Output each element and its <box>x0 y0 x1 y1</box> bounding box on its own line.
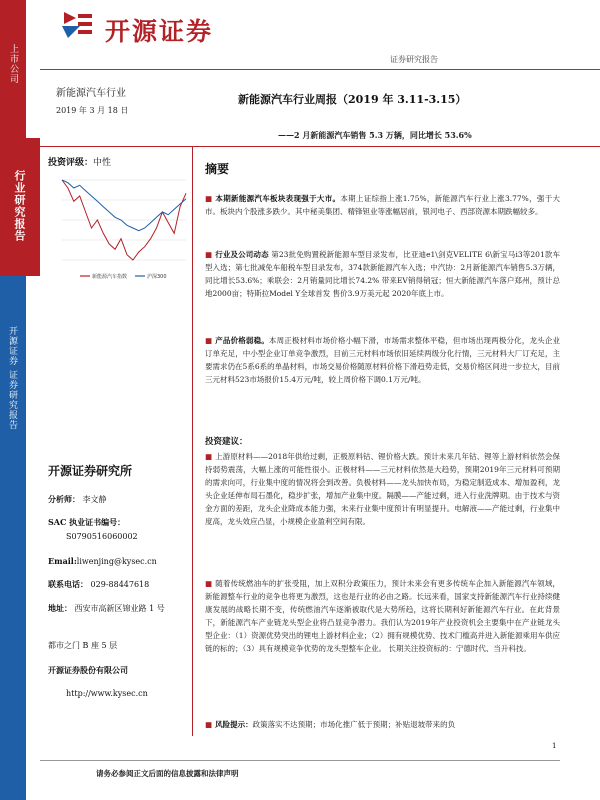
bullet-icon: ■ <box>205 336 213 345</box>
report-date: 2019 年 3 月 18 日 <box>56 106 129 115</box>
brand-name: 开源证券 <box>105 17 214 46</box>
sac-number: S0790516060002 <box>66 532 138 541</box>
sac-line <box>48 516 188 529</box>
abstract-title: 摘要 <box>205 162 230 176</box>
advice-title: 投资建议： <box>205 437 248 447</box>
p2-heading: 行业及公司动态 <box>215 250 269 259</box>
phone-value: 029-88447618 <box>90 580 150 589</box>
legend-label: 新能源汽车指数 <box>92 274 128 280</box>
page-number: 1 <box>552 742 557 750</box>
phone-line <box>48 578 188 591</box>
investment-rating <box>48 155 111 168</box>
side-label-top: 上市公司 <box>8 44 18 84</box>
bullet-icon: ■ <box>205 720 213 729</box>
address-value: 西安市高新区锦业路 1 号 <box>74 604 165 613</box>
sac-label: SAC 执业证书编号： <box>48 517 126 527</box>
summary-paragraph-3 <box>205 334 560 386</box>
bullet-icon: ■ <box>205 579 213 588</box>
analyst-name: 李文静 <box>82 495 107 504</box>
advice-paragraph-1 <box>205 450 560 528</box>
bullet-icon: ■ <box>205 452 213 461</box>
column-divider <box>192 146 193 736</box>
analyst-label: 分析师： <box>48 494 80 504</box>
header-divider <box>40 69 600 70</box>
rating-value: 中性 <box>93 158 112 168</box>
index-line-chart <box>40 170 190 285</box>
advice-1-body: 上游原材料——2018年供给过剩，正极原料钴、锂价格大跌。预计未来几年钴、锂等上游材料依然会保持弱势震荡，大幅上涨的可能性很小。正极材料——三元材料依然是大趋势，预期2019年三元材料可预期的需求向可，行业集中度的情况将会到改善。负极材料——龙头加快布局，为稳定制造成本、增加盈利，龙头企业延伸布局石墨化，稳步扩张，增加产业集中度。隔膜——产能过剩，进入行业洗牌期。由于技术与资金方面的差距，龙头企业降成本能力强，未来行业集中度预计有明显提升。电解液——产能过剩，行业集中度高，龙头效应凸显，小规模企业盈利空间有限。 <box>205 452 560 526</box>
title-divider <box>40 146 600 147</box>
risk-body: 政策落实不达预期；市场化推广低于预期；补贴退坡带来的负 <box>252 720 456 729</box>
address-line <box>48 602 188 615</box>
company-website[interactable]: http://www.kysec.cn <box>66 689 148 698</box>
p3-heading: 产品价格弱稳。 <box>215 336 269 345</box>
side-label-bottom: 开源证券 证券研究报告 <box>7 326 17 430</box>
industry-name: 新能源汽车行业 <box>56 88 126 99</box>
brand-logo-icon <box>58 10 98 40</box>
p3-body: 本周正极材料市场价格小幅下滑，市场需求整体平稳，但市场出现两极分化，龙头企业订单充足，中小型企业订单竞争激烈，目前三元材料市场依旧延续两级分化行情，三元材料大厂订充足，主要需求仍在5系6系的单晶材料，市场交易价格随原材料价格下滑趋势走低，交易价格区间进一步拉大，目前三元材料523市场报价15.4万元/吨，较上周价格下调0.1万元/吨。 <box>205 336 561 384</box>
company-name: 开源证券股份有限公司 <box>48 665 128 675</box>
report-title: 新能源汽车行业周报（2019 年 3.11-3.15） <box>238 93 467 106</box>
report-type: 证券研究报告 <box>390 55 438 64</box>
email-value[interactable]: liwenjing@kysec.cn <box>76 557 157 566</box>
address-label: 地址： <box>48 603 72 613</box>
series-line-2 <box>62 180 186 231</box>
bullet-icon: ■ <box>205 250 213 259</box>
summary-paragraph-2 <box>205 248 560 300</box>
phone-label: 联系电话： <box>48 579 88 589</box>
advice-2-body: 随着传统燃油车的扩张受阻，加上双积分政策压力，预计未来会有更多传统车企加入新能源汽车领域，新能源整车行业的竞争也将更为激烈，这也是行业的必由之路。长远来看，国家支持新能源汽车行业持续健康发展的战略长期不变，传统燃油汽车逐渐被取代是大势所趋，这将长期利好新能源汽车行业。在此背景下，新能源汽车产业链龙头型企业将凸显竞争潜力。我们认为2019年产业投资机会主要集中在产业链龙头型企业：（1）资源优势突出的锂电上游材料企业；（2）拥有规模优势、技术门槛高并进入新能源乘用车供应链的标的；（3）具有规模竞争优势的龙头型整车企业。 长期关注投资标的：宁德时代、当升科技。 <box>205 579 561 653</box>
bullet-icon: ■ <box>205 194 213 203</box>
summary-paragraph-1 <box>205 192 560 218</box>
side-label-mid: 行业研究报告 <box>13 170 26 242</box>
footer-disclaimer: 请务必参阅正文后面的信息披露和法律声明 <box>96 769 239 778</box>
risk-heading: 风险提示： <box>215 720 253 729</box>
email-label: Email: <box>48 556 77 566</box>
email-line <box>48 555 188 568</box>
risk-paragraph <box>205 718 560 731</box>
p1-heading: 本期新能源汽车板块表现强于大市。 <box>215 194 341 203</box>
p2-body: 第23批免购置税新能源车型目录发布，比亚迪e1\剑克VELITE 6\新宝马i3等201款车型入选；第七批减免车船税车型目录发布，374款新能源汽车入选；中汽协：2月新能源汽车销售5.3万辆，同比增长53.6%；乘联会：2月销量同比增长74.2% 带来EV销得销冠；恒大新能源汽车落户郑州，预计总地2000亩；特斯拉Model Y全球首发 售价3.9万美元起 2020年底上市。 <box>205 250 560 298</box>
rating-label: 投资评级： <box>48 158 94 168</box>
p1-body: 本期上证综指上涨1.75%，新能源汽车行业上涨3.77%，强于大市。板块内个股涨多跌少。其中秘美集团、精锋钽业等涨幅居前，银河电子、西部资源本期跌幅较多。 <box>205 194 561 216</box>
report-subtitle: ——2 月新能源汽车销售 5.3 万辆，同比增长 53.6% <box>278 130 472 140</box>
advice-paragraph-2 <box>205 577 560 655</box>
address-line-2: 都市之门 B 座 5 层 <box>48 641 118 650</box>
footer-divider <box>40 760 560 761</box>
institute-name: 开源证券研究所 <box>48 464 133 478</box>
legend-label: 沪深300 <box>147 274 167 280</box>
analyst-line <box>48 493 188 506</box>
